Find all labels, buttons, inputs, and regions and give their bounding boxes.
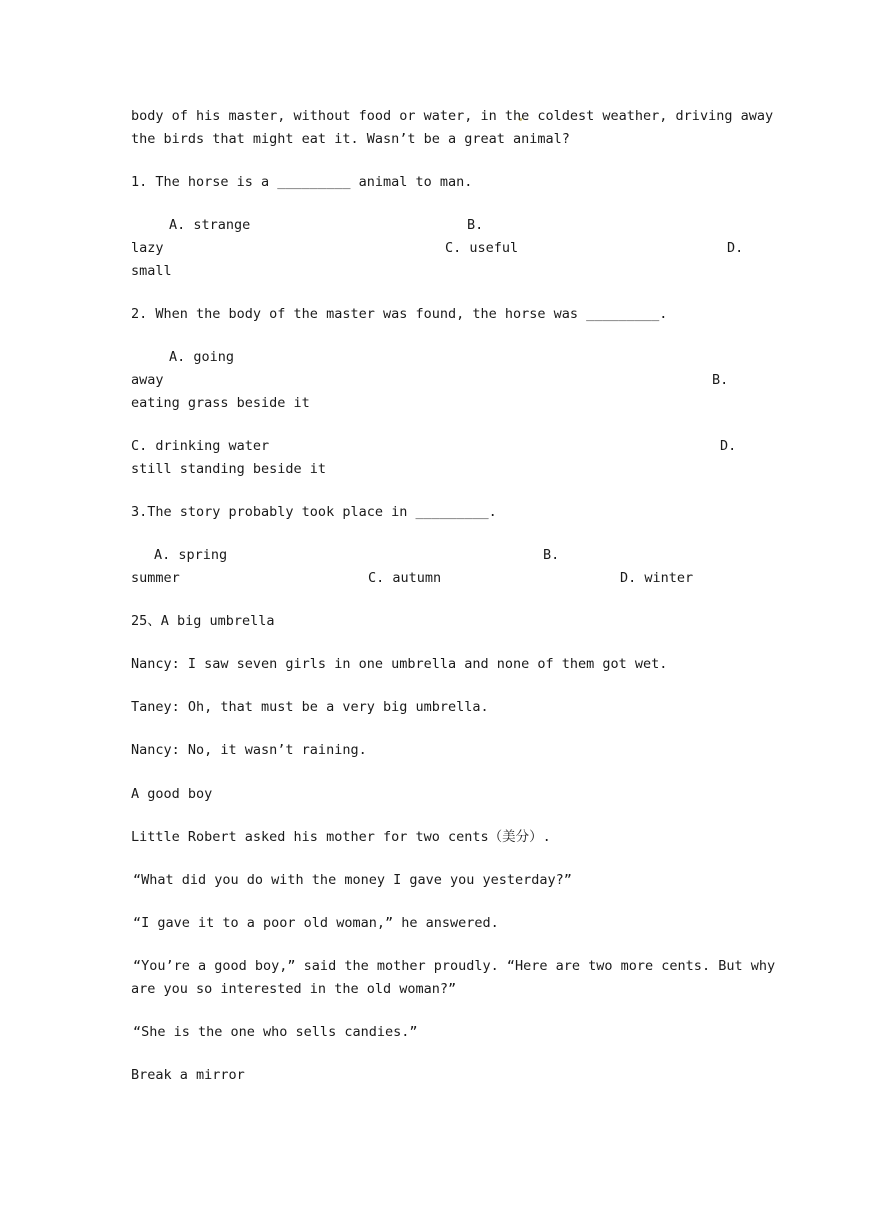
good-boy-heading: A good boy	[131, 786, 213, 802]
question-1-option-d-text: small	[131, 263, 172, 279]
question-2-option-b-text: eating grass beside it	[131, 395, 310, 411]
good-boy-line-5: “She is the one who sells candies.”	[133, 1024, 418, 1040]
dialogue-line-2: Taney: Oh, that must be a very big umbrella.	[131, 699, 489, 715]
question-2-option-b-label: B.	[712, 372, 729, 388]
question-1-option-b-label: B.	[467, 217, 484, 233]
passage-line-1: body of his master, without food or water, in the coldest weather, driving away	[131, 108, 774, 124]
good-boy-line-1: Little Robert asked his mother for two cents（美分）.	[131, 829, 551, 845]
question-3-stem: 3.The story probably took place in _________.	[131, 504, 497, 520]
question-2-option-d-label: D.	[720, 438, 737, 454]
question-3-option-c: C. autumn	[368, 570, 442, 586]
good-boy-line-3: “I gave it to a poor old woman,” he answered.	[133, 915, 499, 931]
good-boy-line-2: “What did you do with the money I gave you yesterday?”	[133, 872, 572, 888]
good-boy-line-4a: “You’re a good boy,” said the mother proudly. “Here are two more cents. But why	[133, 958, 776, 974]
question-1-option-d-label: D.	[727, 240, 744, 256]
question-1-option-a: A. strange	[169, 217, 251, 233]
question-3-option-a: A. spring	[154, 547, 228, 563]
question-2-option-c: C. drinking water	[131, 438, 270, 454]
question-3-option-d: D. winter	[620, 570, 694, 586]
question-1-stem: 1. The horse is a _________ animal to man.	[131, 174, 473, 190]
dialogue-line-1: Nancy: I saw seven girls in one umbrella and none of them got wet.	[131, 656, 668, 672]
dialogue-line-3: Nancy: No, it wasn’t raining.	[131, 742, 367, 758]
good-boy-line-4b: are you so interested in the old woman?”	[131, 981, 457, 997]
question-2-option-d-text: still standing beside it	[131, 461, 327, 477]
question-3-option-b-label: B.	[543, 547, 560, 563]
question-3-option-b-text: summer	[131, 570, 180, 586]
question-1-option-b-text: lazy	[131, 240, 164, 256]
question-2-option-a: A. going	[169, 349, 235, 365]
break-mirror-heading: Break a mirror	[131, 1067, 245, 1083]
question-1-option-c: C. useful	[445, 240, 519, 256]
question-2-stem: 2. When the body of the master was found, the horse was _________.	[131, 306, 668, 322]
passage-line-2: the birds that might eat it. Wasn’t be a great animal?	[131, 131, 570, 147]
question-2-option-a-cont: away	[131, 372, 164, 388]
section-25-heading: 25、A big umbrella	[131, 613, 275, 629]
